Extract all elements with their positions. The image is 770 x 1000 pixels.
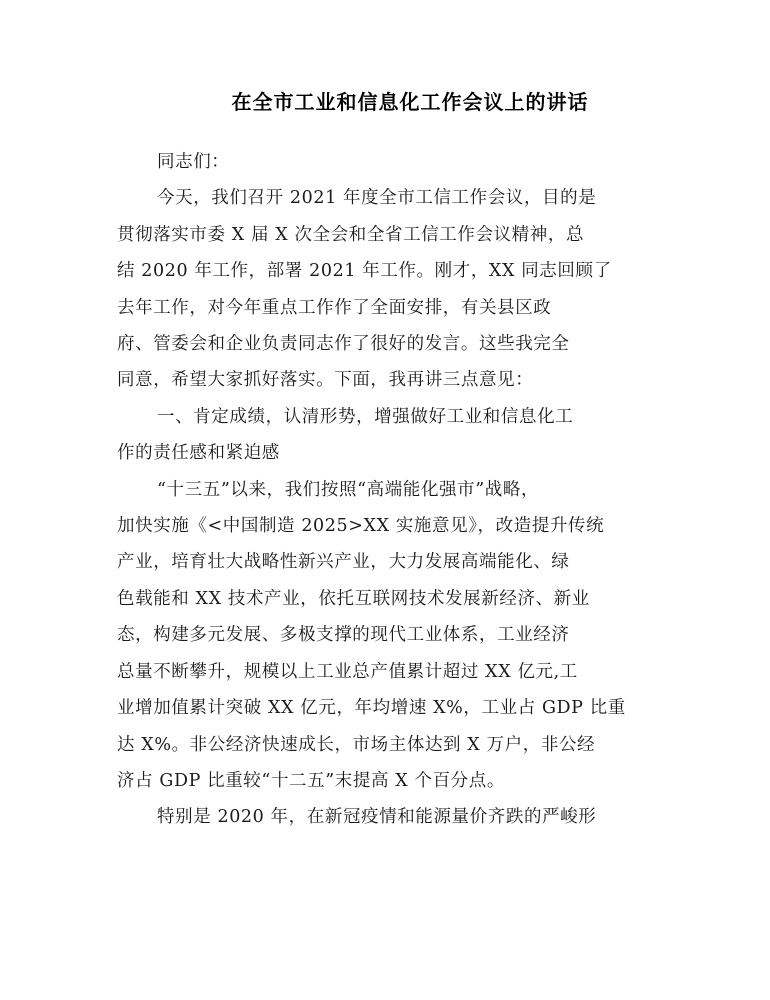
- text-line: 达 X%。非公经济快速成长，市场主体达到 X 万户，非公经: [117, 734, 596, 755]
- text-line: 同志们：: [157, 152, 230, 172]
- paragraph-section-heading: [117, 399, 647, 472]
- paragraph-intro: [117, 180, 647, 398]
- paragraph-achievements: [117, 472, 647, 800]
- text-line: 去年工作，对今年重点工作作了全面安排，有关县区政: [117, 297, 552, 318]
- document-title: 在全市工业和信息化工作会议上的讲话: [231, 90, 589, 114]
- text-line: 一、肯定成绩，认清形势，增强做好工业和信息化工: [157, 406, 574, 427]
- text-line: 态，构建多元发展、多极支撑的现代工业体系，工业经济: [117, 625, 570, 646]
- paragraph-salutation: [117, 144, 647, 180]
- paragraph-2020: [117, 799, 647, 835]
- text-line: 今天，我们召开 2021 年度全市工信工作会议，目的是: [157, 188, 597, 209]
- text-line: 结 2020 年工作，部署 2021 年工作。刚才，XX 同志回顾了: [117, 261, 612, 282]
- text-line: 贯彻落实市委 X 届 X 次全会和全省工信工作会议精神，总: [117, 224, 585, 245]
- text-line: 总量不断攀升，规模以上工业总产值累计超过 XX 亿元,工: [117, 661, 578, 682]
- text-line: 府、管委会和企业负责同志作了很好的发言。这些我完全: [117, 334, 570, 355]
- text-line: 业增加值累计突破 XX 亿元，年均增速 X%，工业占 GDP 比重: [117, 698, 626, 719]
- text-line: 加快实施《<中国制造 2025>XX 实施意见》，改造提升传统: [117, 516, 605, 537]
- document-body: [117, 144, 647, 836]
- text-line: “十三五”以来，我们按照“高端能化强市”战略，: [157, 479, 540, 500]
- text-line: 特别是 2020 年，在新冠疫情和能源量价齐跌的严峻形: [157, 807, 597, 828]
- text-line: 作的责任感和紧迫感: [117, 443, 280, 464]
- text-line: 济占 GDP 比重较“十二五”末提高 X 个百分点。: [117, 770, 505, 791]
- text-line: 产业，培育壮大战略性新兴产业，大力发展高端能化、绿: [117, 552, 570, 573]
- text-line: 色载能和 XX 技术产业，依托互联网技术发展新经济、新业: [117, 588, 590, 609]
- text-line: 同意，希望大家抓好落实。下面，我再讲三点意见：: [117, 370, 534, 391]
